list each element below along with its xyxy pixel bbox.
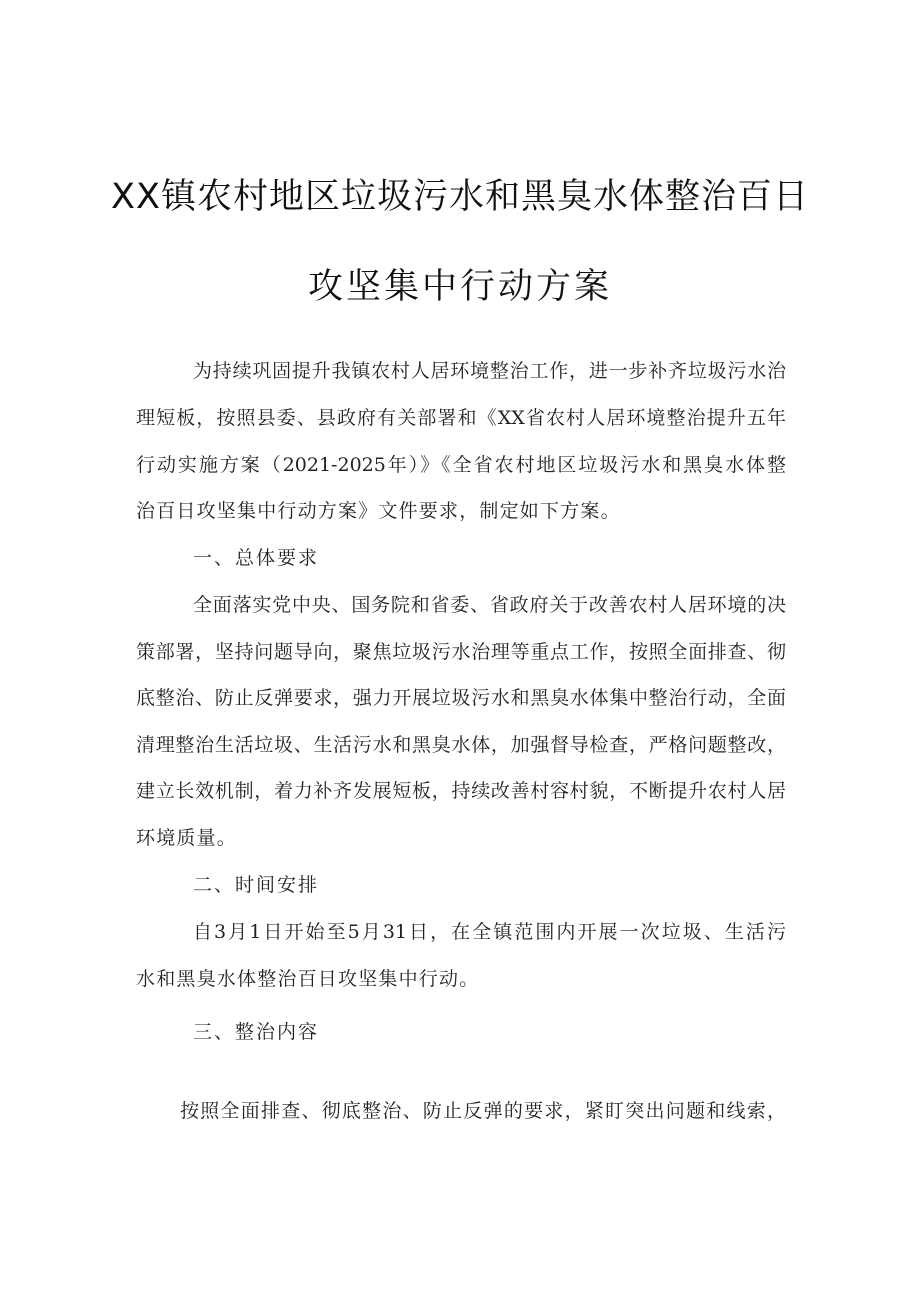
section-body-line: 按照全面排查、彻底整治、防止反弹的要求，紧盯突出问题和线索， [180, 1100, 786, 1122]
section-body-line: 底整治、防止反弹要求，强力开展垃圾污水和黑臭水体集中整治行动，全面 [136, 687, 786, 709]
section-heading: 二、时间安排 [193, 874, 320, 896]
section-body-line: 策部署，坚持问题导向，聚焦垃圾污水治理等重点工作，按照全面排查、彻 [136, 641, 786, 663]
intro-line: 治百日攻坚集中行动方案》文件要求，制定如下方案。 [136, 500, 621, 522]
section-body-line: 建立长效机制，着力补齐发展短板，持续改善村容村貌，不断提升农村人居 [136, 780, 786, 802]
intro-line: 行动实施方案（2021-2025年）》《全省农村地区垃圾污水和黑臭水体整 [136, 454, 786, 476]
section-heading: 一、总体要求 [193, 547, 320, 569]
section-body-line: 清理整治生活垃圾、生活污水和黑臭水体，加强督导检查，严格问题整改， [136, 734, 786, 756]
intro-line: 理短板，按照县委、县政府有关部署和《XX省农村人居环境整治提升五年 [136, 407, 786, 429]
section-body-line: 自3月1日开始至5月31日，在全镇范围内开展一次垃圾、生活污 [193, 921, 786, 943]
section-body-line: 全面落实党中央、国务院和省委、省政府关于改善农村人居环境的决 [193, 594, 786, 616]
intro-line: 为持续巩固提升我镇农村人居环境整治工作，进一步补齐垃圾污水治 [193, 360, 786, 382]
section-heading: 三、整治内容 [193, 1021, 320, 1043]
document-title-line-2: 攻坚集中行动方案 [307, 267, 612, 307]
section-body-line: 环境质量。 [136, 827, 238, 849]
section-body-line: 水和黑臭水体整治百日攻坚集中行动。 [136, 968, 480, 990]
document-title-line-1: XX镇农村地区垃圾污水和黑臭水体整治百日 [111, 177, 809, 217]
